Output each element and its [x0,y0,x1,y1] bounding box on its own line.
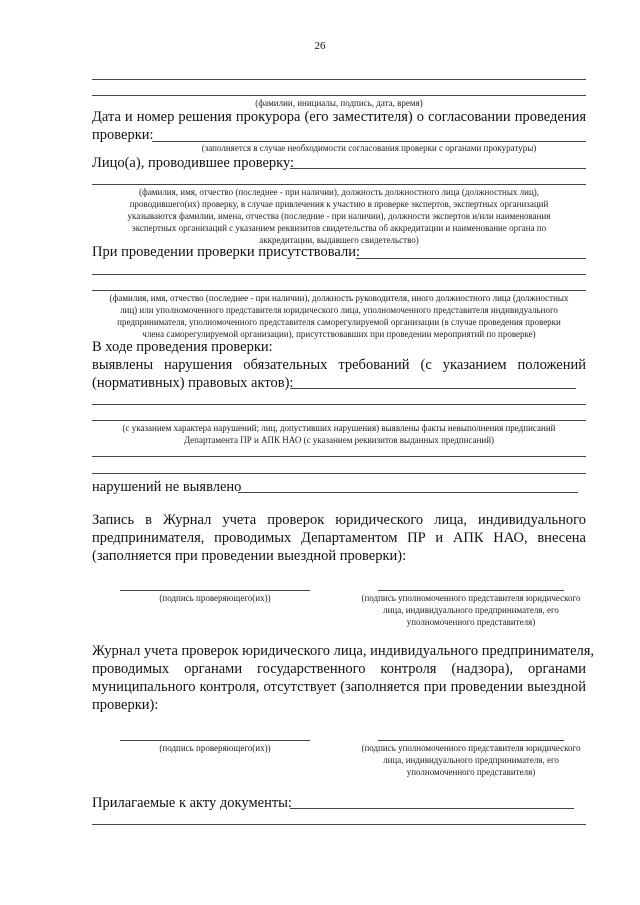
during-hint-2: Департамента ПР и АПК НАО (с указанием реквизитов выданных предписаний) [183,435,495,445]
inspector-hint-5: аккредитации, выдавшего свидетельство) [259,235,419,245]
blank-line[interactable] [92,473,586,474]
inspector-field[interactable] [290,168,586,169]
violations-field[interactable] [290,388,576,389]
inspector-hint-1: (фамилия, имя, отчество (последнее - при наличии), должность должностного лица (должностных лиц), [138,187,540,197]
representative-hint-3: уполномоченного представителя) [406,617,536,627]
inspector-signature-hint: (подпись проверяющего(их)) [159,593,271,603]
blank-line[interactable] [92,95,586,96]
blank-line[interactable] [92,79,586,80]
prosecutor-hint: (заполняется в случае необходимости согласования проверки с органами прокуратуры) [201,143,537,153]
hint-fio-sign: (фамилии, инициалы, подпись, дата, время) [255,98,423,108]
attachments-label: Прилагаемые к акту документы: [92,795,292,811]
during-heading: В ходе проведения проверки: [92,339,273,355]
blank-line[interactable] [92,274,586,275]
inspector-signature-line[interactable] [120,740,310,741]
no-violations-field[interactable] [238,492,578,493]
page-number: 26 [314,40,326,52]
blank-line[interactable] [92,404,586,405]
representative-hint-2: лица, индивидуального предпринимателя, его [383,605,559,615]
present-hint-2: лиц) или уполномоченного представителя юридического лица, уполномоченного представителя индивидуального [120,305,558,315]
representative-signature-line[interactable] [378,740,564,741]
inspector-hint-3: указываются фамилии, имена, отчества (последние - при наличии), должности экспертов и/или наименования [127,211,551,221]
representative-hint-2: лица, индивидуального предпринимателя, его [383,755,559,765]
inspector-hint-4: экспертных организаций с указанием реквизитов свидетельства об аккредитации и наименование органа по [131,223,547,233]
present-field[interactable] [356,258,586,259]
present-hint-3: предпринимателя, уполномоченного представителя саморегулируемой организации (в случае проведения проверки [117,317,561,327]
present-hint-4: члена саморегулируемой организации), присутствовавших при проведении мероприятий по проверке) [142,329,536,339]
representative-hint-3: уполномоченного представителя) [406,767,536,777]
blank-line[interactable] [92,420,586,421]
journal-absent-line2: проводимых органами государственного контроля (надзора), органами [92,661,586,677]
prosecutor-label: проверки: [92,127,154,143]
during-label: (нормативных) правовых актов): [92,375,294,391]
inspector-signature-hint: (подпись проверяющего(их)) [159,743,271,753]
journal-entry-line2: предпринимателя, проводимых Департаментом ПР и АПК НАО, внесена [92,530,586,546]
representative-hint-1: (подпись уполномоченного представителя юридического [361,593,581,603]
blank-line[interactable] [92,290,586,291]
journal-absent-line1: Журнал учета проверок юридического лица, индивидуального предпринимателя, [92,643,595,659]
inspector-label: Лицо(а), проводившее проверку: [92,155,295,171]
during-line1: выявлены нарушения обязательных требований (с указанием положений [92,357,586,373]
representative-signature-line[interactable] [378,590,564,591]
during-hint-1: (с указанием характера нарушений; лиц, допустивших нарушения) выявлены факты невыполнения предписаний [122,423,556,433]
prosecutor-line1: Дата и номер решения прокурора (его заместителя) о согласовании проведения [92,109,586,125]
journal-absent-line4: проверки): [92,697,159,713]
journal-absent-line3: муниципального контроля, отсутствует (заполняется при проведении выездной [92,679,586,695]
inspector-signature-line[interactable] [120,590,310,591]
blank-line[interactable] [92,184,586,185]
attachments-field[interactable] [290,808,574,809]
present-hint-1: (фамилия, имя, отчество (последнее - при наличии), должность руководителя, иного должностного лица (должностных [109,293,569,303]
present-label: При проведении проверки присутствовали: [92,244,361,260]
no-violations-label: нарушений не выявлено [92,479,242,495]
journal-entry-line3: (заполняется при проведении выездной проверки): [92,548,407,564]
inspector-hint-2: проводившего(их) проверку, в случае привлечения к участию в проверке экспертов, экспертных организаций [129,199,549,209]
blank-line[interactable] [92,456,586,457]
representative-hint-1: (подпись уполномоченного представителя юридического [361,743,581,753]
blank-line[interactable] [92,824,586,825]
journal-entry-line1: Запись в Журнал учета проверок юридического лица, индивидуального [92,512,586,528]
